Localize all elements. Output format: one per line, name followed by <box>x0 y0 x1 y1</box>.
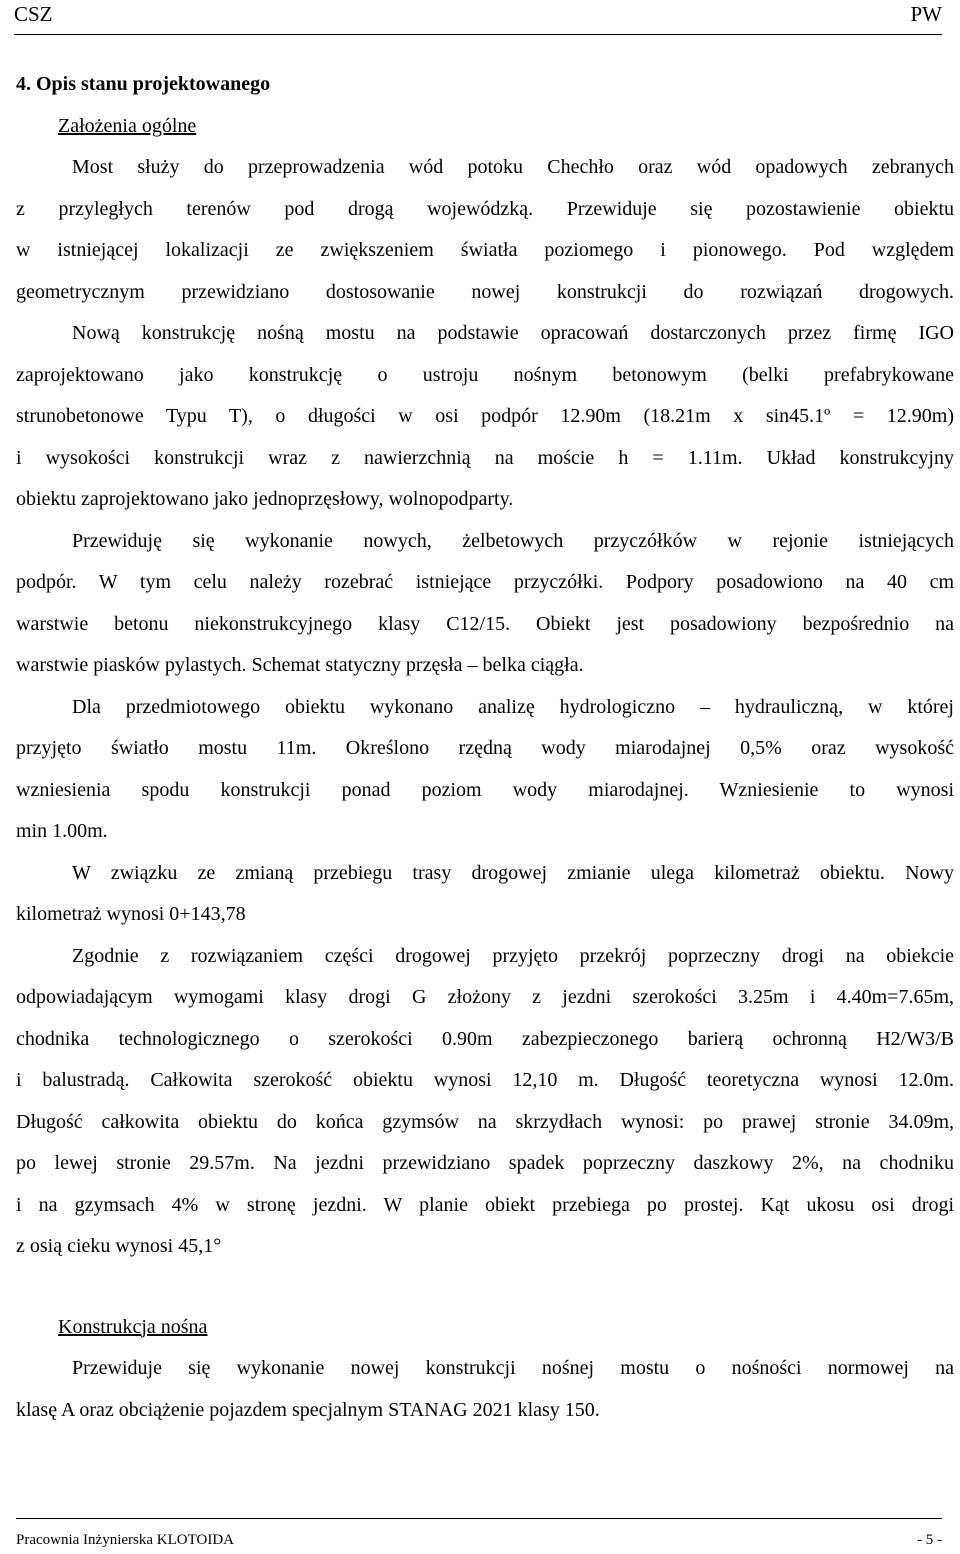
text-line: W związku ze zmianą przebiegu trasy drogowej zmianie ulega kilometraż obiektu. Nowy <box>72 861 954 884</box>
text-line: w istniejącej lokalizacji ze zwiększeniem światła poziomego i pionowego. Pod względem <box>16 239 954 261</box>
text-line: i na gzymsach 4% w stronę jezdni. W planie obiekt przebiega po prostej. Kąt ukosu osi drogi <box>16 1193 954 1216</box>
header-right: PW <box>910 2 942 26</box>
text-line: warstwie betonu niekonstrukcyjnego klasy C12/15. Obiekt jest posadowiony bezpośrednio na <box>16 612 954 635</box>
text-line: z przyległych terenów pod drogą wojewódzką. Przewiduje się pozostawienie obiektu <box>16 197 954 220</box>
text-line: Dla przedmiotowego obiektu wykonano analizę hydrologiczno – hydrauliczną, w której <box>72 695 954 718</box>
text-line: min 1.00m. <box>16 820 108 842</box>
page-number: - 5 - <box>917 1532 942 1548</box>
text-line: Nową konstrukcję nośną mostu na podstawie opracowań dostarczonych przez firmę IGO <box>72 322 954 344</box>
text-line: kilometraż wynosi 0+143,78 <box>16 903 246 925</box>
paragraph-1 <box>16 147 954 313</box>
text-line: Most służy do przeprowadzenia wód potoku Chechło oraz wód opadowych zebranych <box>72 156 954 178</box>
text-line: Przewiduje się wykonanie nowej konstrukcji nośnej mostu o nośności normowej na <box>72 1357 954 1379</box>
text-line: i balustradą. Całkowita szerokość obiektu wynosi 12,10 m. Długość teoretyczna wynosi 12.0m. <box>16 1069 954 1091</box>
subheading-load-bearing-structure: Konstrukcja nośna <box>58 1315 208 1338</box>
footer-company: Pracownia Inżynierska KLOTOIDA <box>16 1532 234 1548</box>
text-line: i wysokości konstrukcji wraz z nawierzchnią na moście h = 1.11m. Układ konstrukcyjny <box>16 446 954 469</box>
text-line: podpór. W tym celu należy rozebrać istniejące przyczółki. Podpory posadowiono na 40 cm <box>16 571 954 593</box>
text-line: geometrycznym przewidziano dostosowanie nowej konstrukcji do rozwiązań drogowych. <box>16 280 954 303</box>
paragraph-3 <box>16 521 954 687</box>
paragraph-4 <box>16 687 954 853</box>
header-left: CSZ <box>14 2 53 26</box>
text-line: Przewiduję się wykonanie nowych, żelbetowych przyczółków w rejonie istniejących <box>72 529 954 552</box>
text-line: zaprojektowano jako konstrukcję o ustroju nośnym betonowym (belki prefabrykowane <box>16 363 954 386</box>
text-line: warstwie piasków pylastych. Schemat statyczny przęsła – belka ciągła. <box>16 654 584 676</box>
text-line: Długość całkowita obiektu do końca gzymsów na skrzydłach wynosi: po prawej stronie 34.09m, <box>16 1110 954 1133</box>
text-line: chodnika technologicznego o szerokości 0.90m zabezpieczonego barierą ochronną H2/W3/B <box>16 1027 954 1050</box>
paragraph-7 <box>16 1348 954 1431</box>
text-line: wzniesienia spodu konstrukcji ponad poziom wody miarodajnej. Wzniesienie to wynosi <box>16 778 954 801</box>
footer-rule <box>16 1518 942 1519</box>
text-line: z osią cieku wynosi 45,1° <box>16 1235 222 1257</box>
page-header <box>14 0 942 34</box>
text-line: obiektu zaprojektowano jako jednoprzęsłowy, wolnopodparty. <box>16 488 514 510</box>
paragraph-5 <box>16 853 954 936</box>
text-line: Zgodnie z rozwiązaniem części drogowej przyjęto przekrój poprzeczny drogi na obiekcie <box>72 944 954 967</box>
text-line: strunobetonowe Typu T), o długości w osi podpór 12.90m (18.21m x sin45.1º = 12.90m) <box>16 405 954 427</box>
subheading-general-assumptions: Założenia ogólne <box>58 114 197 137</box>
header-rule <box>14 34 942 35</box>
text-line: przyjęto światło mostu 11m. Określono rzędną wody miarodajnej 0,5% oraz wysokość <box>16 737 954 759</box>
paragraph-6 <box>16 936 954 1268</box>
section-title: 4. Opis stanu projektowanego <box>16 73 271 95</box>
text-line: odpowiadającym wymogami klasy drogi G złożony z jezdni szerokości 3.25m i 4.40m=7.65m, <box>16 986 954 1008</box>
document-body <box>16 64 954 1431</box>
section-spacer <box>16 1268 954 1307</box>
text-line: po lewej stronie 29.57m. Na jezdni przewidziano spadek poprzeczny daszkowy 2%, na chodniku <box>16 1152 954 1174</box>
text-line: klasę A oraz obciążenie pojazdem specjalnym STANAG 2021 klasy 150. <box>16 1398 600 1421</box>
paragraph-2 <box>16 313 954 521</box>
